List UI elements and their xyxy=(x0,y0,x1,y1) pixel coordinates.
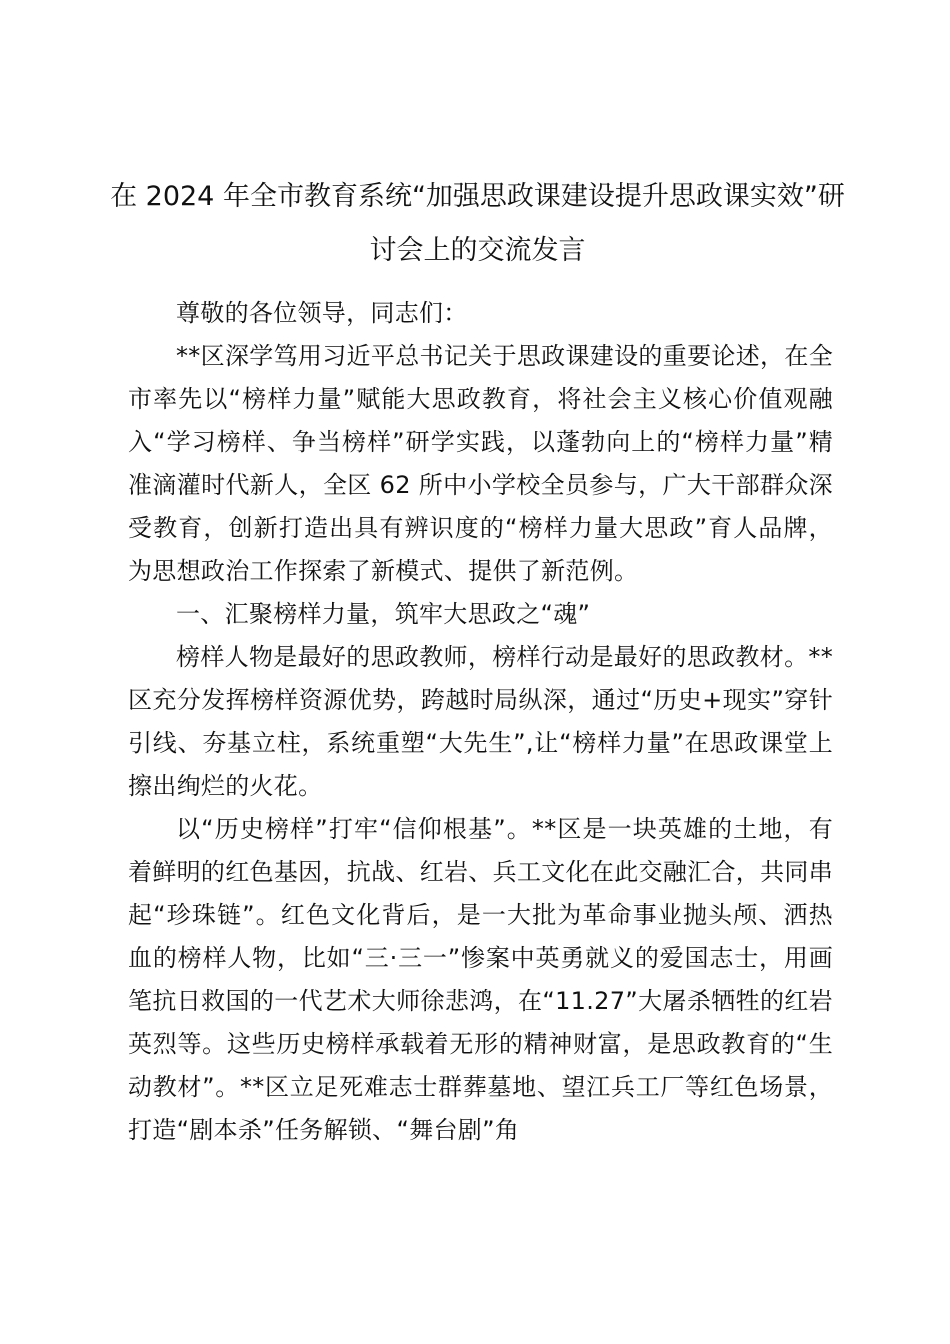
section-1-paragraph-1: 榜样人物是最好的思政教师，榜样行动是最好的思政教材。**区充分发挥榜样资源优势，跨越时局纵深，通过“历史+现实”穿针引线、夯基立柱，系统重塑“大先生”,让“榜样力量”在思政课堂上擦出绚烂的火花。 xyxy=(128,643,833,800)
section-heading-1: 一、汇聚榜样力量，筑牢大思政之“魂” xyxy=(176,600,591,628)
document-title: 在 2024 年全市教育系统“加强思政课建设提升思政课实效”研讨会上的交流发言 xyxy=(110,181,845,266)
document-body xyxy=(128,292,833,1152)
salutation-paragraph: 尊敬的各位领导，同志们： xyxy=(176,299,468,327)
section-1-paragraph-2: 以“历史榜样”打牢“信仰根基”。**区是一块英雄的土地，有着鲜明的红色基因，抗战、红岩、兵工文化在此交融汇合，共同串起“珍珠链”。红色文化背后，是一大批为革命事业抛头颅、洒热血的榜样人物，比如“三·三一”惨案中英勇就义的爱国志士，用画笔抗日救国的一代艺术大师徐悲鸿，在“11.27”大屠杀牺牲的红岩英烈等。这些历史榜样承载着无形的精神财富，是思政教育的“生动教材”。**区立足死难志士群葬墓地、望江兵工厂等红色场景，打造“剧本杀”任务解锁、“舞台剧”角 xyxy=(128,815,833,1144)
intro-paragraph: **区深学笃用习近平总书记关于思政课建设的重要论述，在全市率先以“榜样力量”赋能大思政教育，将社会主义核心价值观融入“学习榜样、争当榜样”研学实践，以蓬勃向上的“榜样力量”精准滴灌时代新人，全区 62 所中小学校全员参与，广大干部群众深受教育，创新打造出具有辨识度的“榜样力量大思政”育人品牌，为思想政治工作探索了新模式、提供了新范例。 xyxy=(128,342,833,585)
